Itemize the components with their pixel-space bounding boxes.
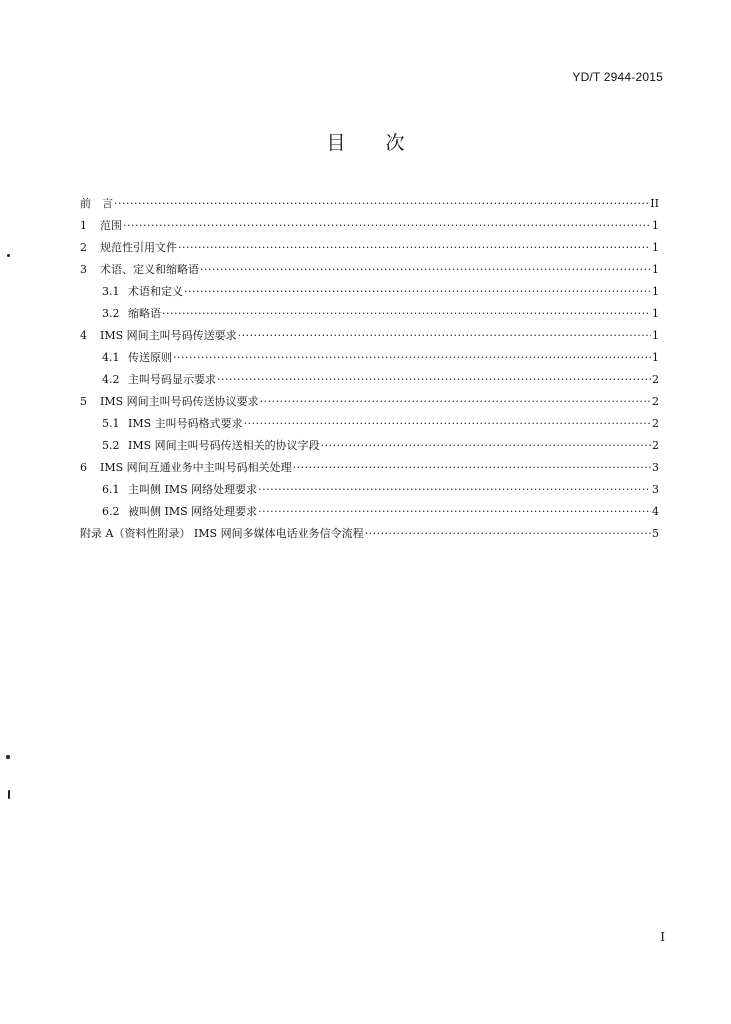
- toc-entry-title: IMS 网间主叫号码传送协议要求: [100, 395, 259, 408]
- toc-dot-leader: [162, 303, 651, 325]
- toc-entry-page: 3: [652, 483, 659, 496]
- toc-dot-leader: [238, 325, 651, 347]
- toc-entry[interactable]: [80, 413, 659, 435]
- toc-entry-page: 2: [652, 417, 659, 430]
- toc-dot-leader: [365, 523, 651, 545]
- toc-entry-number: 4: [80, 329, 87, 342]
- toc-dot-leader: [217, 369, 651, 391]
- toc-entry-page: 2: [652, 439, 659, 452]
- toc-title: 目次: [326, 132, 445, 154]
- toc-entry-number: 6.1: [102, 483, 120, 496]
- toc-entry-title: 范围: [100, 219, 122, 232]
- toc-entry-number: 4.2: [102, 373, 120, 386]
- toc-entry-number: 3: [80, 263, 87, 276]
- table-of-contents: [80, 193, 659, 545]
- toc-entry[interactable]: [80, 325, 659, 347]
- toc-entry[interactable]: [80, 501, 659, 523]
- toc-entry-title: 被叫侧 IMS 网络处理要求: [128, 505, 258, 518]
- toc-entry[interactable]: [80, 479, 659, 501]
- scan-speck: [7, 254, 10, 257]
- toc-entry-page: 2: [652, 373, 659, 386]
- toc-entry-title: 主叫号码显示要求: [128, 373, 216, 386]
- toc-entry-title: IMS 网间主叫号码传送相关的协议字段: [128, 439, 320, 452]
- toc-entry-page: 1: [652, 307, 659, 320]
- document-code: YD/T 2944-2015: [572, 70, 663, 84]
- scan-speck: [8, 790, 10, 799]
- toc-entry-page: 2: [652, 395, 659, 408]
- toc-entry-page: 1: [652, 351, 659, 364]
- toc-entry-page: 4: [652, 505, 659, 518]
- page-number: I: [660, 930, 665, 944]
- toc-entry-title: 附录 A（资料性附录） IMS 网间多媒体电话业务信令流程: [80, 527, 364, 540]
- toc-entry[interactable]: [80, 369, 659, 391]
- toc-entry-number: 3.2: [102, 307, 120, 320]
- toc-entry-title: IMS 主叫号码格式要求: [128, 417, 243, 430]
- toc-dot-leader: [258, 479, 651, 501]
- toc-entry[interactable]: [80, 523, 659, 545]
- toc-dot-leader: [114, 193, 649, 215]
- toc-entry-number: 4.1: [102, 351, 120, 364]
- toc-entry-title: 主叫侧 IMS 网络处理要求: [128, 483, 258, 496]
- toc-entry[interactable]: [80, 347, 659, 369]
- toc-entry-page: 3: [652, 461, 659, 474]
- toc-entry-title: 传送原则: [128, 351, 172, 364]
- toc-entry-number: 6: [80, 461, 87, 474]
- toc-entry-number: 6.2: [102, 505, 120, 518]
- toc-dot-leader: [244, 413, 651, 435]
- scan-speck: [6, 755, 10, 759]
- toc-entry-number: 5.2: [102, 439, 120, 452]
- toc-entry-title: 前 言: [80, 197, 113, 210]
- toc-entry-page: 1: [652, 285, 659, 298]
- toc-dot-leader: [200, 259, 651, 281]
- toc-entry[interactable]: [80, 303, 659, 325]
- toc-entry-title: 术语和定义: [128, 285, 183, 298]
- toc-dot-leader: [260, 391, 651, 413]
- toc-dot-leader: [258, 501, 651, 523]
- toc-entry[interactable]: [80, 435, 659, 457]
- toc-entry[interactable]: [80, 281, 659, 303]
- toc-entry-page: 1: [652, 263, 659, 276]
- toc-dot-leader: [173, 347, 651, 369]
- toc-entry-page: 5: [652, 527, 659, 540]
- toc-entry[interactable]: [80, 391, 659, 413]
- toc-entry-page: II: [650, 197, 659, 210]
- toc-entry-title: IMS 网间主叫号码传送要求: [100, 329, 237, 342]
- toc-dot-leader: [321, 435, 651, 457]
- toc-entry-number: 2: [80, 241, 87, 254]
- toc-entry[interactable]: [80, 457, 659, 479]
- toc-entry[interactable]: [80, 215, 659, 237]
- toc-entry-number: 3.1: [102, 285, 120, 298]
- toc-entry-page: 1: [652, 219, 659, 232]
- toc-entry-title: IMS 网间互通业务中主叫号码相关处理: [100, 461, 292, 474]
- toc-dot-leader: [178, 237, 651, 259]
- toc-dot-leader: [293, 457, 651, 479]
- toc-entry-number: 5.1: [102, 417, 120, 430]
- toc-entry-page: 1: [652, 241, 659, 254]
- toc-entry-page: 1: [652, 329, 659, 342]
- toc-entry[interactable]: [80, 259, 659, 281]
- toc-entry[interactable]: [80, 237, 659, 259]
- toc-entry-title: 规范性引用文件: [100, 241, 177, 254]
- toc-entry-number: 1: [80, 219, 87, 232]
- toc-entry[interactable]: [80, 193, 659, 215]
- toc-entry-title: 术语、定义和缩略语: [100, 263, 199, 276]
- toc-dot-leader: [123, 215, 651, 237]
- toc-entry-title: 缩略语: [128, 307, 161, 320]
- toc-dot-leader: [184, 281, 651, 303]
- toc-entry-number: 5: [80, 395, 87, 408]
